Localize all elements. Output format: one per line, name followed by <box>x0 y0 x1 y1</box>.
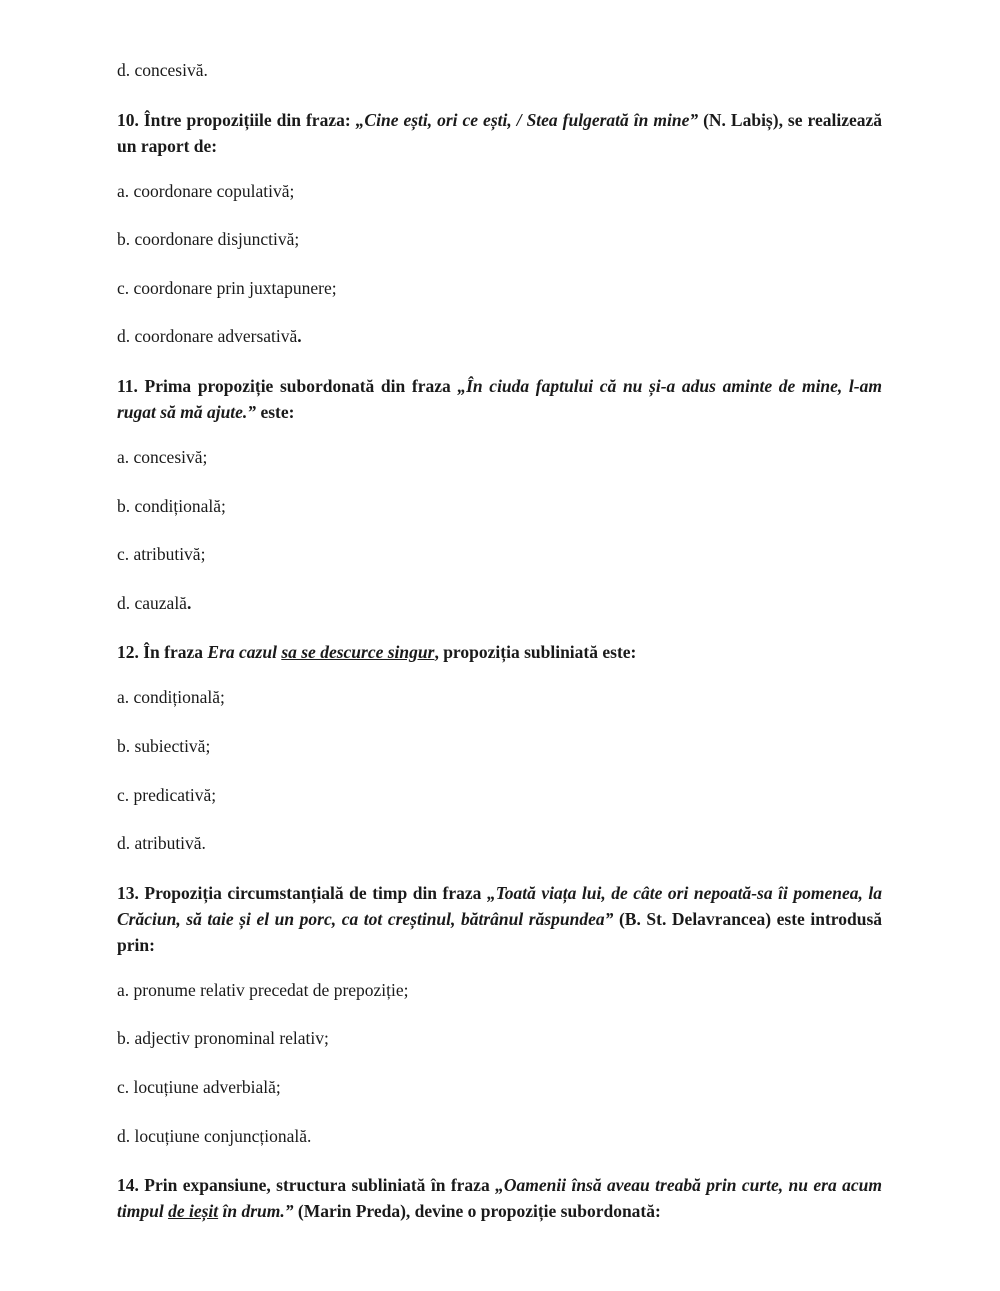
q12-question <box>117 639 882 665</box>
q13-question <box>117 880 882 958</box>
q14-prefix: 14. Prin expansiune, structura subliniată în fraza <box>117 1175 496 1196</box>
q14-suffix: (Marin Preda), devine o propoziție subordonată: <box>293 1201 661 1222</box>
q11-question <box>117 373 882 425</box>
q10-quote: „Cine ești, ori ce ești, / Stea fulgerată în mine” <box>355 109 699 130</box>
worksheet-page <box>117 58 882 1244</box>
q10-question <box>117 107 882 159</box>
q10-option-d-punct: . <box>297 326 302 347</box>
q11-option-a: a. concesivă; <box>117 446 208 467</box>
q12-option-d: d. atributivă. <box>117 833 206 854</box>
q14-quote-end: în drum.” <box>218 1201 294 1222</box>
q13-option-c: c. locuțiune adverbială; <box>117 1076 281 1097</box>
q11-option-b: b. condițională; <box>117 495 226 516</box>
q10-prefix: 10. Între propozițiile din fraza: <box>117 109 356 130</box>
q10-option-b: b. coordonare disjunctivă; <box>117 229 300 250</box>
q10-suffix: (N. Labiș), se realizează un raport de: <box>117 109 882 156</box>
q11-suffix: este: <box>256 401 295 422</box>
q12-underlined-clause: sa se descurce singur <box>281 642 435 663</box>
q13-option-a: a. pronume relativ precedat de prepoziție; <box>117 979 409 1000</box>
q11-option-c: c. atributivă; <box>117 544 206 565</box>
q13-quote: „Toată viața lui, de câte ori nepoată-sa îi pomenea, la Crăciun, să taie și el un porc, ca tot creștinul, bătrânul răspundea” <box>117 882 882 929</box>
q14-underlined-structure: de ieșit <box>168 1201 219 1222</box>
q12-italic: Era cazul <box>207 642 282 663</box>
q12-prefix: 12. În fraza <box>117 642 208 663</box>
q14-question <box>117 1172 882 1224</box>
q12-option-c: c. predicativă; <box>117 784 217 805</box>
q13-option-b: b. adjectiv pronominal relativ; <box>117 1028 329 1049</box>
q13-suffix: (B. St. Delavrancea) este introdusă prin: <box>117 908 883 955</box>
q11-option-d-punct: . <box>186 592 192 613</box>
q10-option-c: c. coordonare prin juxtapunere; <box>117 277 337 298</box>
q9-option-d: d. concesivă. <box>117 60 208 80</box>
q11-option-d-text: d. cauzală <box>117 592 187 613</box>
q11-option-d <box>117 591 882 615</box>
q13-prefix: 13. Propoziția circumstanțială de timp din fraza <box>117 882 487 903</box>
q10-option-a: a. coordonare copulativă; <box>117 180 295 201</box>
q12-suffix: , propoziția subliniată este: <box>434 642 637 663</box>
q12-option-b: b. subiectivă; <box>117 735 211 756</box>
q11-prefix: 11. Prima propoziție subordonată din fraza <box>117 375 458 396</box>
q12-option-a: a. condițională; <box>117 687 225 708</box>
q11-quote: „În ciuda faptului că nu și-a adus aminte de mine, l-am rugat să mă ajute.” <box>117 375 882 422</box>
q13-option-d: d. locuțiune conjuncțională. <box>117 1125 312 1146</box>
q10-option-d-text: d. coordonare adversativă <box>117 326 298 347</box>
q14-quote-start: „Oamenii însă aveau treabă prin curte, nu era acum timpul <box>117 1175 882 1222</box>
q10-option-d <box>117 324 882 348</box>
